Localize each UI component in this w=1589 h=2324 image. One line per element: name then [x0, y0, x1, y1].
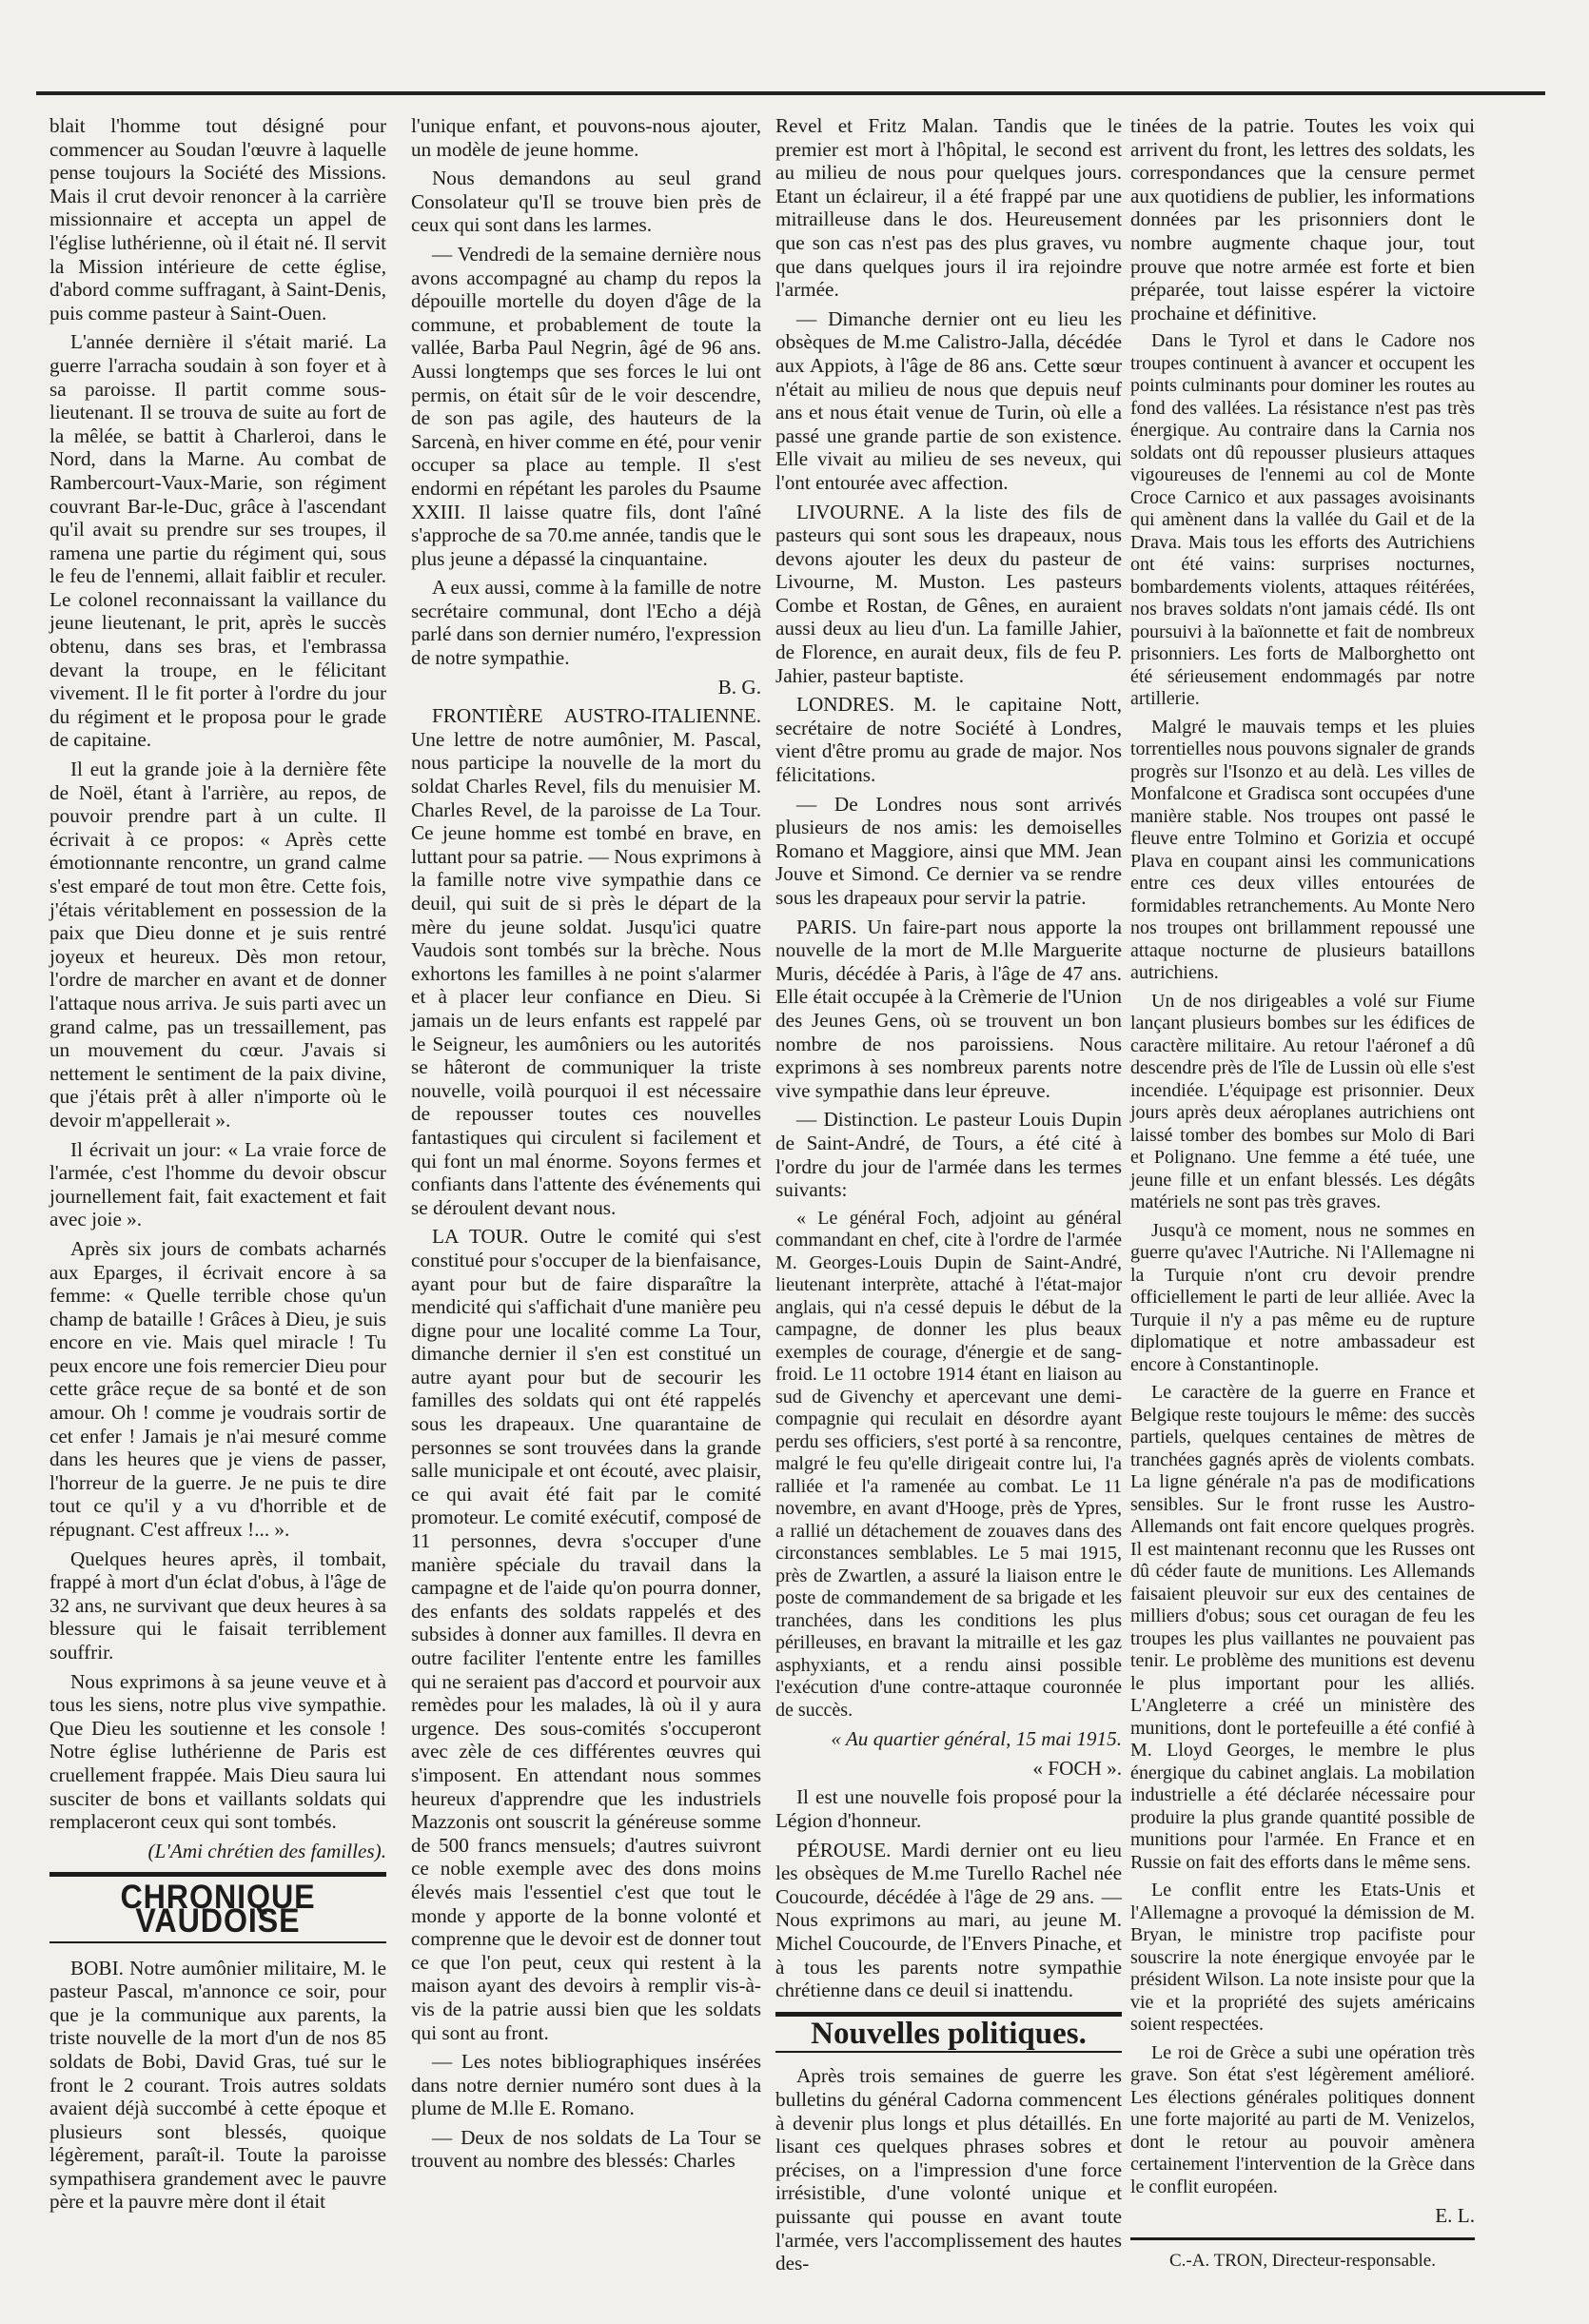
citation-place-date: « Au quartier général, 15 mai 1915.: [831, 1727, 1122, 1751]
paragraph: BOBI. Notre aumônier militaire, M. le pasteur Pascal, m'annonce ce soir, pour que je la communique aux parents, la triste nouvelle de la mort d'un de nos 85 soldats de Bobi, David Gras, tué sur le front le 2 courant. Trois autres soldats avaient déjà succombé à cette époque et plusieurs sont blessés, quoique légèrement, paraît-il. Toute la paroisse sympathisera grandement avec le pauvre père et la pauvre mère dont il était: [49, 1956, 386, 2214]
author-initials: E. L.: [1435, 2204, 1475, 2228]
paragraph: Il est une nouvelle fois proposé pour la Légion d'honneur.: [775, 1785, 1122, 1832]
paragraph: — Deux de nos soldats de La Tour se trouvent au nombre des blessés: Charles: [411, 2125, 761, 2173]
citation-quote: « Le général Foch, adjoint au général commandant en chef, cite à l'ordre de l'armée M. Georges-Louis Dupin de Saint-André, lieutenant interprète, attaché à l'état-major anglais, qui n'a cessé depuis le début de la campagne, de donner les plus beaux exemples de courage, d'énergie et de sang-froid. Le 11 octobre 1914 étant en liaison au sud de Givenchy et apercevant une demi-compagnie qui reculait en désordre ayant perdu ses officiers, s'est porté à sa rencontre, malgré le feu qu'elle dirigeait contre lui, l'a ralliée et l'a ramenée au combat. Le 11 novembre, en avant d'Hooge, près de Ypres, a rallié un détachement de zouaves dans des circonstances semblables. Le 5 mai 1915, près de Zwartlen, a assuré la liaison entre le poste de commandement de sa brigade et les tranchées, dans les conditions les plus périlleuses, en bravant la mitraille et les gaz asphyxiants, et a rendu ainsi possible l'exécution d'une contre-attaque couronnée de succès.: [775, 1207, 1122, 1721]
column-2: [411, 114, 761, 2173]
paragraph: PÉROUSE. Mardi dernier ont eu lieu les obsèques de M.me Turello Rachel née Coucourde, décédée à l'âge de 29 ans. — Nous exprimons au mari, au jeune M. Michel Coucourde, de l'Envers Pinache, et à tous les parents notre sympathie chrétienne dans ce deuil si inattendu.: [775, 1838, 1122, 2002]
paragraph: blait l'homme tout désigné pour commencer au Soudan l'œuvre à laquelle pense toujours la Société des Missions. Mais il crut devoir renoncer à la carrière missionnaire et accepta un appel de l'église luthérienne, où il était né. Il servit la Mission intérieure de cette église, d'abord comme suffragant, à Saint-Denis, puis comme pasteur à Saint-Ouen.: [49, 114, 386, 325]
paragraph: Il eut la grande joie à la dernière fête de Noël, étant à l'arrière, au repos, de pouvoir prendre part à un culte. Il écrivait à ce propos: « Après cette émotionnante rencontre, un grand calme s'est emparé de tout mon être. Cette fois, j'étais véritablement en possession de la paix que Dieu donne et je suis rentré joyeux et heureux. Dès mon retour, l'ordre de marcher en avant et de donner l'attaque nous arriva. Je suis parti avec un grand calme, pas un tressaillement, pas un mouvement du cœur. J'avais si nettement le sentiment de la paix divine, que j'étais prêt à aller n'importe où le devoir m'appellerait ».: [49, 758, 386, 1132]
paragraph: FRONTIÈRE AUSTRO-ITALIENNE. Une lettre de notre aumônier, M. Pascal, nous participe la nouvelle de la mort du soldat Charles Revel, fils du menuisier M. Charles Revel, de la paroisse de La Tour. Ce jeune homme est tombé en brave, en luttant pour sa patrie. — Nous exprimons à la famille notre vive sympathie dans ce deuil, qui suit de si près le départ de la mère du jeune soldat. Jusqu'ici quatre Vaudois sont tombés sur la brèche. Nous exhortons les familles à ne point s'alarmer et à placer leur confiance en Dieu. Si jamais un de leurs enfants est rappelé par le Seigneur, les aumôniers ou les autorités se hâteront de communiquer la triste nouvelle, voilà pourquoi il est nécessaire de repousser toutes ces nouvelles fantastiques qui circulent si facilement et qui font un mal énorme. Soyons fermes et confiants dans l'attente des événements qui se déroulent devant nous.: [411, 704, 761, 1219]
paragraph: Le roi de Grèce a subi une opération très grave. Son état s'est légèrement amélioré. Les élections générales politiques donnent une forte majorité au parti de M. Venizelos, dont le retour au pouvoir amènera certainement l'intervention de la Grèce dans le conflit européen.: [1130, 2041, 1475, 2197]
paragraph: — De Londres nous sont arrivés plusieurs de nos amis: les demoiselles Romano et Maggiore, ainsi que MM. Jean Jouve et Simond. Ce dernier va se rendre sous les drapeaux pour servir la patrie.: [775, 792, 1122, 909]
source-attribution: (L'Ami chrétien des familles).: [147, 1839, 386, 1862]
editor-footer: [1130, 2237, 1475, 2274]
paragraph: — Les notes bibliographiques insérées dans notre dernier numéro sont dues à la plume de M.lle E. Romano.: [411, 2050, 761, 2120]
paragraph: — Vendredi de la semaine dernière nous avons accompagné au champ du repos la dépouille mortelle du doyen d'âge de la commune, et probablement de toute la vallée, Barba Paul Negrin, âgé de 96 ans. Aussi longtemps que ses forces le lui ont permis, on était sûr de le voir descendre, de son pas agile, des hauteurs de la Sarcenà, en hiver comme en été, pour venir occuper sa place au temple. Il s'est endormi en répétant les paroles du Psaume XXIII. Il laisse quatre fils, dont l'aîné s'approche de sa 70.me année, tandis que le plus jeune a dépassé la cinquantaine.: [411, 242, 761, 570]
paragraph: Après six jours de combats acharnés aux Eparges, il écrivait encore à sa femme: « Quelle terrible chose qu'un champ de bataille ! Grâces à Dieu, je suis encore en vie. Mais quel miracle ! Tu peux encore une fois remercier Dieu pour cette grâce reçue de sa bonté et de son amour. Oh ! comme je voudrais sortir de cet enfer ! Jamais je n'ai mesuré comme dans les heures que je viens de passer, l'horreur de la guerre. Je ne puis te dire tout ce qu'il y a vu d'horrible et de répugnant. C'est affreux !... ».: [49, 1236, 386, 1542]
paragraph: L'année dernière il s'était marié. La guerre l'arracha soudain à son foyer et à sa paroisse. Il partit comme sous-lieutenant. Il se trouva de suite au fort de la mêlée, se battit à Charleroi, dans le Nord, dans la Marne. Au combat de Rambercourt-Vaux-Marie, son régiment couvrant Bar-le-Duc, grâce à l'ascendant qu'il avait su prendre sur ses troupes, il ramena une partie du régiment qui, sous le feu de l'ennemi, allait faiblir et reculer. Le colonel reconnaissant la vaillance du jeune lieutenant, le prit, après le succès obtenu, dans ses bras, et l'embrassa devant la troupe, en le félicitant vivement. Il le fit porter à l'ordre du jour du régiment et le proposa pour le grade de capitaine.: [49, 330, 386, 752]
paragraph: — Dimanche dernier ont eu lieu les obsèques de M.me Calistro-Jalla, décédée aux Appiots, à l'âge de 86 ans. Cette sœur n'était au milieu de nous que depuis neuf ans et nous était venue de Turin, où elle a passé une grande partie de son existence. Elle vivait au milieu de ses neveux, qui l'ont entourée avec affection.: [775, 306, 1122, 494]
editor-signature: C.-A. TRON, Directeur-responsable.: [1169, 2250, 1436, 2271]
column-1: [49, 114, 386, 2214]
paragraph: Le caractère de la guerre en France et Belgique reste toujours le même: des succès partiels, quelques centaines de mètres de tranchées gagnés après de violents combats. La ligne générale n'a pas de modifications sensibles. Sur le front russe les Austro-Allemands ont fait encore quelques progrès. Il est maintenant reconnu que les Russes ont dû céder faute de munitions. Les Allemands faisaient pleuvoir sur eux des centaines de milliers d'obus; sous cet ouragan de feu les troupes les plus vaillantes ne pouvaient pas tenir. Le problème des munitions est devenu le plus important pour les alliés. L'Angleterre a créé un ministère des munitions, dont le portefeuille a été confié à M. Lloyd Georges, le membre le plus énergique du cabinet anglais. La mobilation industrielle a été déclarée nécessaire pour produire la plus grande quantité possible de munitions pour l'armée. En France et en Russie on fait des efforts dans le même sens.: [1130, 1382, 1475, 1873]
paragraph: LONDRES. M. le capitaine Nott, secrétaire de notre Société à Londres, vient d'être promu au grade de major. Nos félicitations.: [775, 693, 1122, 787]
paragraph: Nous exprimons à sa jeune veuve et à tous les siens, notre plus vive sympathie. Que Dieu les soutienne et les console ! Notre église luthérienne de Paris est cruellement frappée. Mais Dieu saura lui susciter de bons et vaillants soldats qui remplaceront ceux qui sont tombés.: [49, 1669, 386, 1834]
section-heading-box: [775, 2012, 1122, 2054]
author-initials: B. G.: [717, 675, 761, 699]
paragraph: PARIS. Un faire-part nous apporte la nouvelle de la mort de M.lle Marguerite Muris, décédée à Paris, à l'âge de 47 ans. Elle était occupée à la Crèmerie de l'Union des Jeunes Gens, où se trouvent un bon nombre de nos paroissiens. Nous exprimons à ses nombreux parents notre vive sympathie dans leur épreuve.: [775, 915, 1122, 1102]
paragraph: Un de nos dirigeables a volé sur Fiume lançant plusieurs bombes sur les édifices de caractère militaire. Au retour l'aéronef a dû descendre près de l'île de Lussin où elle s'est incendiée. L'équipage est prisonnier. Deux jours après deux aéroplanes autrichiens ont laissé tomber des bombes sur Molo di Bari et Polignano. Une femme a été tuée, une jeune fille et un enfant blessés. Les dégâts matériels ne sont pas très graves.: [1130, 990, 1475, 1213]
top-rule: [36, 91, 1545, 95]
paragraph: Le conflit entre les Etats-Unis et l'Allemagne a provoqué la démission de M. Bryan, le ministre trop pacifiste pour souscrire la note énergique envoyée par le président Wilson. La note insiste pour que la vie et la propriété des sujets américains soient respectées.: [1130, 1880, 1475, 2036]
paragraph: Quelques heures après, il tombait, frappé à mort d'un éclat d'obus, à l'âge de 32 ans, ne survivant que deux heures à sa blessure qui le faisait terriblement souffrir.: [49, 1546, 386, 1664]
paragraph: A eux aussi, comme à la famille de notre secrétaire communal, dont l'Echo a déjà parlé dans son dernier numéro, l'expression de notre sympathie.: [411, 576, 761, 670]
paragraph: LIVOURNE. A la liste des fils de pasteurs qui sont sous les drapeaux, nous devons ajouter les deux du pasteur de Livourne, M. Muston. Les pasteurs Combe et Rostan, de Gênes, en auraient aussi deux au lieu d'un. La famille Jahier, de Florence, en aurait deux, fils de feu P. Jahier, pasteur baptiste.: [775, 500, 1122, 687]
paragraph: Après trois semaines de guerre les bulletins du général Cadorna commencent à devenir plus longs et plus détaillés. En lisant ces quelques phrases sobres et précises, on a l'impression d'une force irrésistible, d'une volonté unique et puissante qui pousse en avant toute l'armée, vers l'accomplissement des hautes des-: [775, 2064, 1122, 2275]
paragraph: LA TOUR. Outre le comité qui s'est constitué pour s'occuper de la bienfaisance, ayant pour but de faire disparaître la mendicité qui s'affichait d'une manière peu digne pour une localité comme La Tour, dimanche dernier il s'en est constitué un autre ayant pour but de secourir les familles des soldats qui ont été rappelés sous les drapeaux. Une quarantaine de personnes se sont trouvées dans la grande salle municipale et ont écouté, avec plaisir, ce qui avait été fait par le comité promoteur. Le comité exécutif, composé de 11 personnes, devra s'occuper d'une manière spéciale du travail dans la campagne et de l'aide qu'on pourra donner, des enfants des soldats rappelés et des subsides à donner aux familles. Il devra en outre faciliter l'entente entre les familles qui ne seraient pas d'accord et pourvoir aux remèdes pour les malades, là où il y aura urgence. Des sous-comités s'occuperont avec zèle de ces différentes œuvres qui s'imposent. En attendant nous sommes heureux d'apprendre que les industriels Mazzonis ont souscrit la généreuse somme de 500 francs mensuels; d'autres suivront ce noble exemple avec des dons moins élevés mais l'essentiel c'est que tout le monde y apporte de la bonne volonté et comprenne que le devoir est de donner tout ce que l'on peut, ceux qui restent à la maison ayant des devoirs à remplir vis-à-vis de la patrie aussi bien que les soldats qui sont au front.: [411, 1225, 761, 2044]
paragraph: l'unique enfant, et pouvons-nous ajouter, un modèle de jeune homme.: [411, 114, 761, 161]
column-3: [775, 114, 1122, 2275]
paragraph: Dans le Tyrol et dans le Cadore nos troupes continuent à avancer et occupent les points culminants pour dominer les routes au fond des vallées. La résistance n'est pas très énergique. Au contraire dans la Carnia nos soldats ont dû repousser plusieurs attaques vigoureuses de l'ennemi au col de Monte Croce Carnico et aux passages avoisinants qui amènent dans la vallée du Gail et de la Drava. Mais tous les efforts des Autrichiens ont été vains: surprises nocturnes, bombardements violents, attaques réitérées, nos braves soldats n'ont jamais cédé. Ils ont poursuivi à la baïonnette et fait de nombreux prisonniers. Les forts de Malborghetto ont été sérieusement endommagés par notre artillerie.: [1130, 330, 1475, 710]
paragraph: Nous demandons au seul grand Consolateur qu'Il se trouve bien près de ceux qui sont dans les larmes.: [411, 167, 761, 237]
paragraph: — Distinction. Le pasteur Louis Dupin de Saint-André, de Tours, a été cité à l'ordre du jour de l'armée dans les termes suivants:: [775, 1108, 1122, 1202]
column-4: [1130, 114, 1475, 2271]
paragraph: Jusqu'à ce moment, nous ne sommes en guerre qu'avec l'Autriche. Ni l'Allemagne ni la Turquie n'ont cru devoir prendre officiellement le parti de leur alliée. Avec la Turquie il n'y a pas même eu de rupture diplomatique et notre ambassadeur est encore à Constantinople.: [1130, 1219, 1475, 1375]
section-heading: CHRONIQUE VAUDOISE: [120, 1879, 316, 1940]
paragraph: Il écrivait un jour: « La vraie force de l'armée, c'est l'homme du devoir obscur journellement fait, fait exactement et fait avec joie ».: [49, 1137, 386, 1231]
paragraph: Malgré le mauvais temps et les pluies torrentielles nous pouvons signaler de grands progrès sur l'Isonzo et au delà. Les villes de Monfalcone et Gradisca sont occupées d'une manière stable. Nos troupes ont passé le fleuve entre Tolmino et Gorizia et occupé Plava en coupant ainsi les communications entre ces deux villes entourées de formidables retranchements. Au Monte Nero nos troupes ont brillamment repoussé une attaque nocturne de plusieurs bataillons autrichiens.: [1130, 716, 1475, 984]
section-heading-box: [49, 1872, 386, 1942]
section-heading: Nouvelles politiques.: [811, 2016, 1087, 2051]
paragraph: tinées de la patrie. Toutes les voix qui arrivent du front, les lettres des soldats, les correspondances que la censure permet aux quotidiens de publier, les informations données par les prisonniers dont le nombre augmente chaque jour, tout prouve que notre armée est forte et bien préparée, tout laisse espérer la victoire prochaine et définitive.: [1130, 114, 1475, 325]
paragraph: Revel et Fritz Malan. Tandis que le premier est mort à l'hôpital, le second est au milieu de nous pour quelques jours. Etant un éclaireur, il a été frappé par une mitrailleuse dans le dos. Heureusement que son cas n'est pas des plus graves, vu que dans quelques jours il ira rejoindre l'armée.: [775, 114, 1122, 302]
citation-signature: « FOCH ».: [1032, 1756, 1122, 1780]
